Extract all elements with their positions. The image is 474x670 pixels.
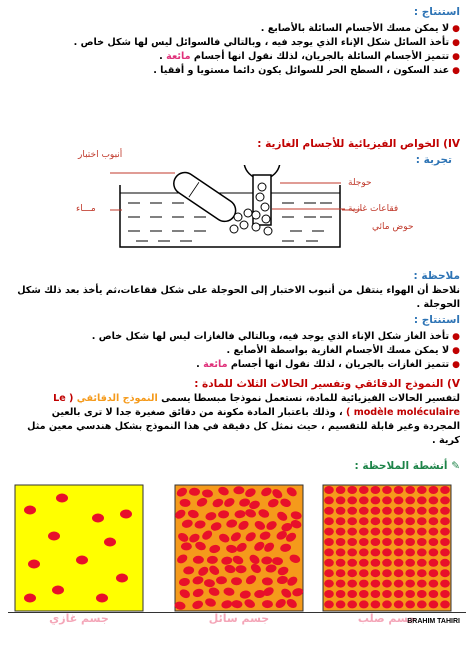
gas-particle xyxy=(24,506,36,515)
solid-particle xyxy=(440,569,450,577)
pencil-icon: ✎ xyxy=(451,460,460,472)
solid-particle xyxy=(382,528,392,536)
gas-particle xyxy=(120,510,132,519)
solid-particle xyxy=(429,569,439,577)
liquid-caption: جسم سائل xyxy=(208,612,270,625)
solid-particle xyxy=(394,507,404,515)
solid-particle xyxy=(347,590,357,598)
section-5-title: V) النموذج الدقائقي وتفسير الحالات الثلاث للمادة : xyxy=(194,378,460,390)
model-name: النموذج الدقائقي xyxy=(76,393,158,404)
solid-particle xyxy=(359,569,369,577)
observation-text: نلاحظ أن الهواء ينتقل من أنبوب الاختبار إلى الحوجلة على شكل فقاعات،ثم يأخذ بعد ذلك شكل الحوجلة . xyxy=(17,285,460,310)
solid-particle xyxy=(371,528,381,536)
solid-particle xyxy=(429,496,439,504)
solid-particle xyxy=(382,507,392,515)
solid-particle xyxy=(382,548,392,556)
gas-bubbles-label: فقاعات غازية xyxy=(348,204,399,214)
solid-particle xyxy=(347,580,357,588)
solid-particle xyxy=(371,580,381,588)
solid-particle xyxy=(394,548,404,556)
fluid-highlight-2: مائعة xyxy=(203,359,228,370)
solid-particle xyxy=(417,538,427,546)
solid-particle xyxy=(405,496,415,504)
solid-particle xyxy=(336,486,346,494)
solid-particle xyxy=(324,528,334,536)
solid-particle xyxy=(429,517,439,525)
solid-particle xyxy=(324,486,334,494)
solid-particle xyxy=(382,517,392,525)
solid-particle xyxy=(394,600,404,608)
solid-particle xyxy=(394,559,404,567)
solid-particle xyxy=(347,528,357,536)
solid-particle xyxy=(336,538,346,546)
solid-particle xyxy=(324,538,334,546)
solid-particle xyxy=(405,538,415,546)
gas-particle xyxy=(52,586,64,595)
solid-particle xyxy=(359,590,369,598)
solid-particle xyxy=(324,569,334,577)
gas-particle xyxy=(48,532,60,541)
solid-particle xyxy=(371,569,381,577)
solid-particle xyxy=(440,590,450,598)
solid-particle xyxy=(394,486,404,494)
solid-particle xyxy=(324,496,334,504)
solid-particle xyxy=(359,600,369,608)
solid-particle xyxy=(440,486,450,494)
solid-particle xyxy=(359,486,369,494)
solid-particle xyxy=(440,600,450,608)
solid-particle xyxy=(324,600,334,608)
conclusion-2-item-1: ●تأخذ الغاز شكل الإناء الذي يوجد فيه، وبالتالي فالغازات ليس لها شكل خاص . xyxy=(91,331,460,342)
solid-particle xyxy=(394,496,404,504)
solid-particle xyxy=(417,569,427,577)
solid-particle xyxy=(382,538,392,546)
solid-particle xyxy=(347,538,357,546)
conclusion-2-title: استنتاج : xyxy=(413,314,460,326)
solid-particle xyxy=(382,496,392,504)
solid-particle xyxy=(371,590,381,598)
solid-particle xyxy=(417,559,427,567)
solid-particle xyxy=(371,496,381,504)
solid-particle xyxy=(324,580,334,588)
solid-particle xyxy=(336,590,346,598)
solid-particle xyxy=(429,600,439,608)
solid-particle xyxy=(336,507,346,515)
gas-particle xyxy=(92,514,104,523)
solid-particle xyxy=(429,538,439,546)
activities-title: ✎ أنشطة الملاحظة : xyxy=(354,460,460,472)
solid-particle xyxy=(347,496,357,504)
solid-particle xyxy=(347,517,357,525)
gas-box xyxy=(14,484,144,612)
solid-caption: جسم صلب xyxy=(357,612,417,625)
solid-particle xyxy=(417,496,427,504)
solid-particle xyxy=(371,507,381,515)
solid-particle xyxy=(371,548,381,556)
solid-particle xyxy=(394,569,404,577)
solid-particle xyxy=(405,486,415,494)
solid-particle xyxy=(394,580,404,588)
solid-particle xyxy=(440,507,450,515)
solid-particle xyxy=(324,517,334,525)
solid-particle xyxy=(347,569,357,577)
solid-particle xyxy=(382,559,392,567)
solid-particle xyxy=(440,517,450,525)
solid-particle xyxy=(440,548,450,556)
solid-particle xyxy=(417,528,427,536)
gas-particle xyxy=(56,494,68,503)
solid-particle xyxy=(405,548,415,556)
solid-particle xyxy=(371,559,381,567)
solid-particle xyxy=(324,590,334,598)
solid-particle xyxy=(429,580,439,588)
conclusion-1-item-3: ●تتميز الأجسام السائلة بالجريان، لذلك نقول انها أجسام مائعة . xyxy=(159,51,460,62)
water-label: مـــاء xyxy=(76,204,96,214)
conclusion-1-item-4: ●عند السكون ، السطح الحر للسوائل يكون دائما مستويا و أفقيا . xyxy=(153,65,460,76)
gas-caption: جسم غازي xyxy=(49,612,109,625)
solid-particle xyxy=(359,548,369,556)
solid-particle xyxy=(359,559,369,567)
water-basin-label: حوض مائي xyxy=(372,222,414,232)
solid-particle xyxy=(359,580,369,588)
solid-particle xyxy=(394,528,404,536)
solid-particle xyxy=(371,486,381,494)
solid-particle xyxy=(371,538,381,546)
solid-particle xyxy=(359,538,369,546)
solid-particle xyxy=(417,600,427,608)
liquid-particle xyxy=(233,486,244,494)
solid-particle xyxy=(336,580,346,588)
solid-particle xyxy=(405,600,415,608)
solid-particle xyxy=(347,600,357,608)
solid-particle xyxy=(405,517,415,525)
test-tube-label: أنبوب اختبار xyxy=(78,150,123,160)
solid-particle xyxy=(336,517,346,525)
solid-particle xyxy=(371,600,381,608)
gas-particle xyxy=(76,556,88,565)
gas-particle xyxy=(28,560,40,569)
solid-particle xyxy=(324,559,334,567)
solid-particle xyxy=(336,559,346,567)
gas-particle xyxy=(104,538,116,547)
conclusion-1-item-1: ●لا يمكن مسك الأجسام السائلة بالأصابع . xyxy=(260,23,460,34)
solid-particle xyxy=(336,496,346,504)
gas-particle xyxy=(96,594,108,603)
solid-particle xyxy=(429,548,439,556)
liquid-box xyxy=(174,484,304,612)
section-4-title: IV) الخواص الفيزيائية للأجسام الغازية : xyxy=(257,138,460,150)
solid-particle xyxy=(417,486,427,494)
solid-particle xyxy=(394,517,404,525)
solid-particle xyxy=(394,590,404,598)
conclusion-2-item-3: ●تتميز الغازات بالجريان ، لذلك نقول انها أجسام مائعة . xyxy=(196,359,460,370)
conclusion-1-title: استنتاج : xyxy=(413,6,460,18)
solid-particle xyxy=(405,590,415,598)
solid-particle xyxy=(359,507,369,515)
solid-particle xyxy=(324,548,334,556)
solid-particle xyxy=(382,600,392,608)
solid-particle xyxy=(347,507,357,515)
solid-particle xyxy=(440,559,450,567)
solid-particle xyxy=(405,569,415,577)
solid-particle xyxy=(347,548,357,556)
gas-experiment-diagram xyxy=(0,165,474,250)
gas-particle xyxy=(116,574,128,583)
solid-particle xyxy=(382,486,392,494)
conclusion-1-item-2: ●تأخذ السائل شكل الإناء الذي يوجد فيه ، وبالتالي فالسوائل ليس لها شكل خاص . xyxy=(73,37,460,48)
solid-particle xyxy=(405,507,415,515)
solid-particle xyxy=(371,517,381,525)
solid-particle xyxy=(429,528,439,536)
solid-particle xyxy=(429,486,439,494)
solid-particle xyxy=(440,580,450,588)
solid-particle xyxy=(336,528,346,536)
solid-particle xyxy=(324,507,334,515)
solid-particle xyxy=(429,590,439,598)
solid-particle xyxy=(405,580,415,588)
flask-label: حوجلة xyxy=(348,178,372,188)
liquid-particle xyxy=(193,556,204,564)
model-name-fr: ( Le modèle moléculaire ) xyxy=(53,393,460,418)
solid-particle xyxy=(405,528,415,536)
solid-particle xyxy=(336,569,346,577)
solid-particle xyxy=(336,548,346,556)
experiment-label: تجربة : xyxy=(415,154,452,166)
solid-particle xyxy=(347,559,357,567)
solid-particle xyxy=(429,559,439,567)
fluid-highlight: مائعة xyxy=(166,51,191,62)
solid-particle xyxy=(359,517,369,525)
solid-particle xyxy=(394,538,404,546)
solid-box xyxy=(322,484,452,612)
observation-title: ملاحظة : xyxy=(413,270,460,282)
solid-particle xyxy=(347,486,357,494)
conclusion-2-item-2: ●لا يمكن مسك الأجسام الغازية بواسطة الأصابع . xyxy=(226,345,460,356)
solid-particle xyxy=(417,590,427,598)
solid-particle xyxy=(382,590,392,598)
solid-particle xyxy=(417,507,427,515)
solid-particle xyxy=(359,496,369,504)
solid-particle xyxy=(336,600,346,608)
section-5-text: لتفسير الحالات الفيزيائية للمادة، نستعمل نموذجا مبسطا يسمى النموذج الدقائقي ( Le modèle moléculaire ) ، وذلك باعتبار المادة مكونة من دقائق صغيرة جدا لا ترى بالعين المجردة وغير قابلة للتقسيم ، حيث نمثل كل دقيقة في هذا النموذج بشكل هندسي معين مثل كرية . xyxy=(27,393,460,446)
solid-particle xyxy=(440,496,450,504)
solid-particle xyxy=(440,538,450,546)
solid-particle xyxy=(417,517,427,525)
solid-particle xyxy=(429,507,439,515)
gas-particle xyxy=(24,594,36,603)
solid-particle xyxy=(382,580,392,588)
solid-particle xyxy=(417,580,427,588)
solid-particle xyxy=(440,528,450,536)
solid-particle xyxy=(417,548,427,556)
solid-particle xyxy=(405,559,415,567)
solid-particle xyxy=(382,569,392,577)
solid-particle xyxy=(359,528,369,536)
author: BRAHIM TAHIRI xyxy=(407,618,460,625)
